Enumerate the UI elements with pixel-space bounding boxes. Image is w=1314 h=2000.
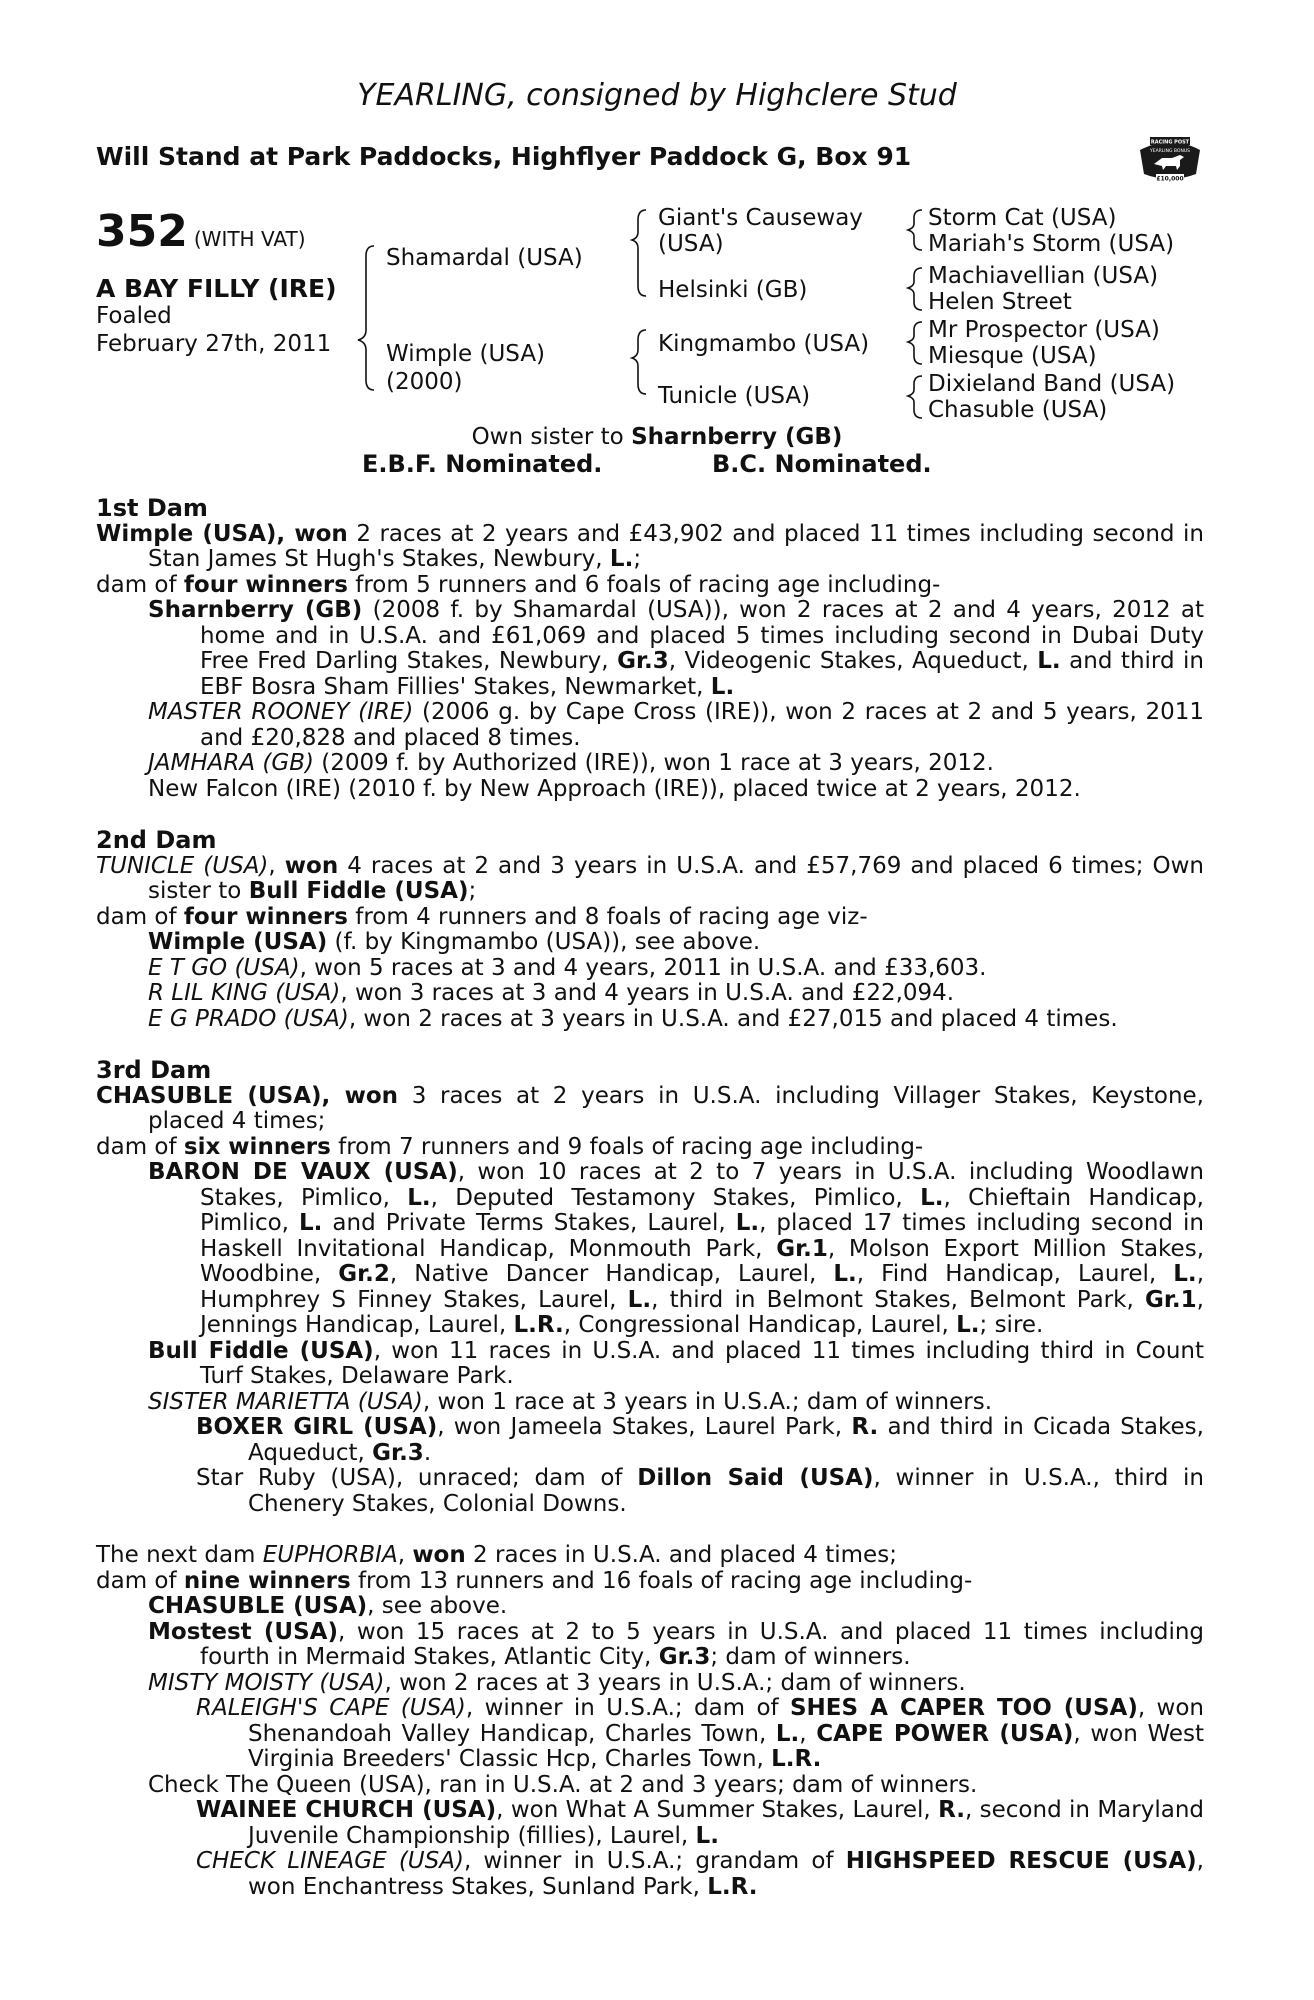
bracket-dam [632, 330, 646, 394]
text-run: , won 1 race at 3 years in U.S.A.; dam of winners. [422, 1388, 993, 1415]
third-dam-heading: 3rd Dam [96, 1056, 212, 1084]
pedigree-entry [96, 1543, 1204, 1569]
text-run: , winner in U.S.A.; dam of [465, 1695, 790, 1721]
text-run: The next dam [96, 1542, 263, 1568]
pedigree-entry [96, 1007, 1204, 1033]
text-run: , won 10 races at 2 to 7 years in U.S.A. including Woodlawn Stakes, Pimlico, [200, 1159, 1204, 1211]
bold-text: four winners [183, 903, 348, 930]
pedigree-entry [96, 981, 1204, 1007]
bold-text: L.R. [513, 1312, 564, 1338]
badge-mid-text: YEARLING BONUS [1150, 149, 1190, 154]
text-run: (2008 f. by Shamardal (USA)), won 2 races at 2 and 4 years, 2012 at home and in U.S.A. and £61,069 and placed 5 times including second in Dubai Duty Free Fred Darling Stakes, Newbury, [200, 597, 1204, 674]
text-run: (f. by Kingmambo (USA)), see above. [327, 929, 761, 955]
pedigree-g5: Mr Prospector (USA) [928, 317, 1160, 343]
bold-text: L. [627, 1286, 652, 1313]
pedigree-g1: Storm Cat (USA) [928, 205, 1117, 231]
bracket-sire [632, 210, 646, 296]
pedigree-entry [96, 1569, 1204, 1595]
text-run: , won 5 races at 3 and 4 years, 2011 in U.S.A. and £33,603. [299, 954, 987, 981]
text-run: ; [633, 546, 642, 572]
text-run: , won 11 races in U.S.A. and placed 11 times including third in Count Turf Stakes, Delaware Park. [200, 1337, 1204, 1389]
second-dam-heading: 2nd Dam [96, 826, 217, 854]
bold-text: L. [299, 1210, 323, 1236]
pedigree-dam-name: Wimple (USA) [386, 341, 546, 367]
pedigree-g3: Machiavellian (USA) [928, 263, 1159, 289]
pedigree-entry [96, 1390, 1204, 1416]
bold-text: L. [710, 673, 735, 700]
badge-top-text: RACING POST [1150, 139, 1190, 146]
italic-text: EUPHORBIA [262, 1542, 398, 1568]
text-run: (2009 f. by Authorized (IRE)), won 1 race at 3 years, 2012. [313, 750, 994, 776]
bold-text: Gr.3 [372, 1439, 424, 1466]
text-run: , [268, 852, 285, 879]
own-sister-text: Own sister to [471, 424, 624, 450]
pedigree-entry [96, 1849, 1204, 1900]
bold-text: L. [956, 1312, 980, 1338]
text-run: from 5 runners and 6 foals of racing age including- [347, 571, 941, 598]
bold-text: R. [851, 1414, 879, 1440]
text-run: ; sire. [979, 1312, 1044, 1338]
text-run: and Private Terms Stakes, Laurel, [322, 1210, 736, 1236]
bold-text: L. [833, 1261, 857, 1287]
bold-text: L. [735, 1210, 760, 1236]
pedigree-dam-year: (2000) [386, 369, 463, 395]
pedigree-entry [96, 598, 1204, 700]
text-run: 2 races at 2 years and £43,902 and placed 11 times including second in Stan James St Hugh's Stakes, Newbury, [148, 520, 1205, 572]
pedigree-entry [96, 930, 1204, 956]
pedigree-ss-line2: (USA) [658, 231, 724, 257]
pedigree-entry [96, 1466, 1204, 1517]
bold-text: CAPE POWER (USA) [816, 1720, 1074, 1747]
first-dam-heading: 1st Dam [96, 494, 208, 522]
text-run: and third in Cicada Stakes, Aqueduct, [248, 1414, 1204, 1466]
text-run: , second in Maryland Juvenile Championship (fillies), Laurel, [248, 1797, 1205, 1849]
bold-text: won [412, 1542, 466, 1568]
bold-text: won [284, 852, 339, 879]
text-run: , winner in U.S.A., third in Chenery Stakes, Colonial Downs. [248, 1465, 1204, 1517]
text-run: from 4 runners and 8 foals of racing age viz- [347, 903, 868, 930]
bold-text: R. [938, 1797, 965, 1823]
pedigree-ds: Kingmambo (USA) [658, 331, 870, 357]
bold-text: L. [695, 1822, 719, 1849]
italic-text: TUNICLE (USA) [96, 852, 269, 879]
pedigree-g6: Miesque (USA) [928, 343, 1097, 369]
text-run: , Videogenic Stakes, Aqueduct, [668, 648, 1038, 674]
italic-text: MISTY MOISTY (USA) [148, 1669, 385, 1696]
text-run: ; dam of winners. [710, 1644, 911, 1670]
text-run: , won 15 races at 2 to 5 years in U.S.A. and placed 11 times including fourth in Mermaid Stakes, Atlantic City, [200, 1618, 1205, 1670]
text-run: , see above. [367, 1593, 508, 1619]
bold-text: Mostest (USA) [148, 1618, 338, 1645]
text-run: , [397, 1542, 413, 1568]
text-run: , won Enchantress Stakes, Sunland Park, [248, 1848, 1204, 1900]
pedigree-g4: Helen Street [928, 289, 1072, 315]
second-dam-body [96, 854, 1204, 1033]
bold-text: four winners [183, 571, 348, 598]
bold-text: Dillon Said (USA) [637, 1465, 874, 1491]
catalogue-body [96, 496, 1204, 1900]
text-run: , Jennings Handicap, Laurel, [200, 1286, 1204, 1338]
text-run: , won What A Summer Stakes, Laurel, [496, 1797, 939, 1823]
bold-text: L. [1173, 1261, 1197, 1287]
text-run: , Native Dancer Handicap, Laurel, [389, 1261, 834, 1287]
bold-text: L. [920, 1184, 944, 1211]
text-run: dam of [96, 571, 184, 598]
pedigree-sire: Shamardal (USA) [386, 245, 583, 271]
pedigree-entry [96, 573, 1204, 599]
text-run: , won 2 races at 3 years in U.S.A. and £27,015 and placed 4 times. [348, 1005, 1118, 1032]
pedigree-entry [96, 777, 1204, 803]
italic-text: SISTER MARIETTA (USA) [148, 1388, 423, 1415]
pedigree-entry [96, 751, 1204, 777]
italic-text: E G PRADO (USA) [148, 1005, 349, 1032]
lot-number: 352 [96, 206, 188, 257]
ebf-nominated: E.B.F. Nominated. [362, 450, 603, 478]
text-run: dam of [96, 1567, 184, 1594]
bold-text: HIGHSPEED RESCUE (USA) [845, 1848, 1197, 1874]
pedigree-entry [96, 1696, 1204, 1773]
bold-text: WAINEE CHURCH (USA) [196, 1797, 497, 1823]
bold-text: Bull Fiddle (USA) [148, 1337, 374, 1364]
italic-text: JAMHARA (GB) [148, 750, 314, 776]
bracket-dd [908, 376, 922, 418]
text-run: , Humphrey S Finney Stakes, Laurel, [200, 1261, 1204, 1313]
next-dam-body [96, 1543, 1204, 1900]
first-dam-body [96, 522, 1204, 803]
text-run: dam of [96, 903, 184, 930]
pedigree-entry [96, 522, 1204, 573]
text-run: and third in EBF Bosra Sham Fillies' Stakes, Newmarket, [200, 648, 1205, 700]
pedigree-entry [96, 700, 1204, 751]
text-run: New Falcon (IRE) (2010 f. by New Approach (IRE)), placed twice at 2 years, 2012. [148, 775, 1081, 802]
text-run: (2006 g. by Cape Cross (IRE)), won 2 races at 2 and 5 years, 2011 and £20,828 and placed 8 times. [200, 699, 1204, 751]
pedigree-entry [96, 854, 1204, 905]
bracket-ds [908, 322, 922, 364]
italic-text: R LIL KING (USA) [148, 980, 341, 1006]
text-run: , won 2 races at 3 years in U.S.A.; dam of winners. [384, 1669, 966, 1696]
text-run: , placed 17 times including second in Haskell Invitational Handicap, Monmouth Park, [200, 1210, 1204, 1262]
text-run: , [799, 1720, 817, 1747]
italic-text: RALEIGH'S CAPE (USA) [196, 1695, 466, 1721]
bold-text: Gr.3 [658, 1644, 711, 1670]
pedigree-dd: Tunicle (USA) [658, 383, 811, 409]
foaled-date: February 27th, 2011 [96, 331, 332, 357]
bold-text: L. [407, 1184, 431, 1211]
text-run: . [423, 1439, 432, 1466]
bold-text: Gr.3 [617, 648, 669, 674]
bold-text: CHASUBLE (USA), won [96, 1082, 399, 1109]
bold-text: Gr.1 [776, 1235, 828, 1262]
text-run: from 7 runners and 9 foals of racing age including- [330, 1133, 924, 1160]
pedigree-entry [96, 1773, 1204, 1799]
bold-text: nine winners [183, 1567, 351, 1594]
italic-text: CHECK LINEAGE (USA) [196, 1848, 464, 1874]
text-run: dam of [96, 1133, 184, 1160]
bold-text: BOXER GIRL (USA) [196, 1414, 438, 1440]
text-run: , Find Handicap, Laurel, [856, 1261, 1174, 1287]
pedigree-ss-line1: Giant's Causeway [658, 205, 863, 231]
text-run: , won 3 races at 3 and 4 years in U.S.A. and £22,094. [340, 980, 955, 1006]
bold-text: Wimple (USA) [148, 929, 328, 955]
pedigree-entry [96, 1084, 1204, 1135]
pedigree-entry [96, 905, 1204, 931]
bold-text: Gr.1 [1144, 1286, 1197, 1313]
italic-text: MASTER ROONEY (IRE) [148, 699, 414, 725]
bracket-sd [908, 268, 922, 310]
text-run: , won Shenandoah Valley Handicap, Charles Town, [248, 1695, 1204, 1747]
bc-nominated: B.C. Nominated. [712, 450, 932, 478]
text-run: ; [468, 878, 477, 904]
bold-text: L. [609, 546, 634, 572]
text-run: , Chieftain Handicap, Pimlico, [200, 1184, 1204, 1236]
text-run: , Deputed Testamony Stakes, Pimlico, [430, 1184, 921, 1211]
text-run: 4 races at 2 and 3 years in U.S.A. and £57,769 and placed 6 times; Own sister to [148, 852, 1205, 904]
pedigree-sd: Helsinki (GB) [658, 277, 808, 303]
pedigree-entry [96, 956, 1204, 982]
page-title: YEARLING, consigned by Highclere Stud [357, 78, 957, 113]
bold-text: L. [1037, 648, 1061, 674]
bracket-main [358, 246, 374, 390]
text-run: from 13 runners and 16 foals of racing age including- [350, 1567, 973, 1594]
bold-text: SHES A CAPER TOO (USA) [789, 1695, 1138, 1721]
text-run: , third in Belmont Stakes, Belmont Park, [651, 1286, 1145, 1313]
stand-location: Will Stand at Park Paddocks, Highflyer Paddock G, Box 91 [96, 142, 912, 171]
pedigree-entry [96, 1594, 1204, 1620]
italic-text: E T GO (USA) [148, 954, 300, 981]
text-run: , winner in U.S.A.; grandam of [463, 1848, 846, 1874]
bold-text: Gr.2 [338, 1261, 390, 1287]
text-run: , won West Virginia Breeders' Classic Hcp, Charles Town, [248, 1720, 1204, 1772]
text-run: Check The Queen (USA), ran in U.S.A. at 2 and 3 years; dam of winners. [148, 1771, 978, 1798]
bold-text: L.R. [707, 1873, 758, 1900]
bold-text: Wimple (USA), won [96, 520, 348, 547]
pedigree-entry [96, 1135, 1204, 1161]
horse-name: A BAY FILLY (IRE) [96, 274, 337, 303]
bold-text: Bull Fiddle (USA) [248, 878, 469, 904]
pedigree-entry [96, 1339, 1204, 1390]
pedigree-g7: Dixieland Band (USA) [928, 371, 1176, 397]
bold-text: L.R. [771, 1746, 822, 1772]
bold-text: Sharnberry (GB) [148, 597, 363, 623]
bracket-ss [908, 210, 922, 250]
bold-text: CHASUBLE (USA) [148, 1593, 368, 1619]
badge-amount: £10,000 [1156, 175, 1184, 183]
bold-text: BARON DE VAUX (USA) [148, 1159, 458, 1185]
text-run: Star Ruby (USA), unraced; dam of [196, 1465, 638, 1491]
text-run: 2 races in U.S.A. and placed 4 times; [465, 1542, 897, 1568]
pedigree-entry [96, 1415, 1204, 1466]
pedigree-entry [96, 1620, 1204, 1671]
text-run: 3 races at 2 years in U.S.A. including Villager Stakes, Keystone, placed 4 times; [148, 1082, 1204, 1134]
pedigree-entry [96, 1160, 1204, 1339]
bold-text: L. [775, 1720, 800, 1747]
pedigree-g2: Mariah's Storm (USA) [928, 231, 1175, 257]
text-run: , won Jameela Stakes, Laurel Park, [437, 1414, 852, 1440]
text-run: , Molson Export Million Stakes, Woodbine, [200, 1235, 1204, 1287]
bold-text: six winners [183, 1133, 331, 1160]
lot-vat: (WITH VAT) [193, 227, 306, 251]
own-sister-name: Sharnberry (GB) [631, 424, 843, 450]
foaled-label: Foaled [96, 303, 172, 329]
third-dam-body [96, 1084, 1204, 1518]
pedigree-entry [96, 1671, 1204, 1697]
pedigree-g8: Chasuble (USA) [928, 397, 1108, 423]
pedigree-entry [96, 1798, 1204, 1849]
own-sister-note [0, 424, 1314, 450]
text-run: , Congressional Handicap, Laurel, [563, 1312, 957, 1338]
